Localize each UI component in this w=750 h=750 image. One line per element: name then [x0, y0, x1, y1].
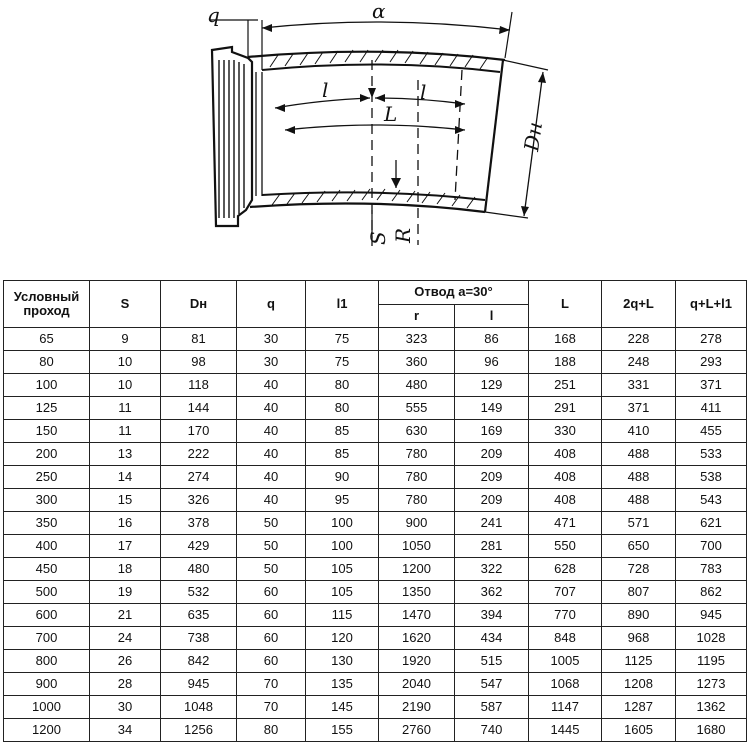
dimensions-table	[3, 280, 747, 742]
table-cell: 144	[161, 397, 237, 420]
table-row	[4, 374, 747, 397]
header-2q-L: 2q+L	[602, 281, 676, 328]
table-cell: 135	[306, 673, 379, 696]
table-cell: 26	[90, 650, 161, 673]
table-cell: 1920	[379, 650, 455, 673]
table-cell: 1605	[602, 719, 676, 742]
table-cell: 40	[237, 374, 306, 397]
table-cell: 209	[455, 443, 529, 466]
table-cell: 800	[4, 650, 90, 673]
table-row	[4, 512, 747, 535]
table-cell: 488	[602, 489, 676, 512]
table-cell: 600	[4, 604, 90, 627]
table-cell: 1620	[379, 627, 455, 650]
table-cell: 807	[602, 581, 676, 604]
table-cell: 1273	[676, 673, 747, 696]
table-row	[4, 420, 747, 443]
table-cell: 40	[237, 489, 306, 512]
table-cell: 90	[306, 466, 379, 489]
table-cell: 532	[161, 581, 237, 604]
table-cell: 408	[529, 443, 602, 466]
table-cell: 24	[90, 627, 161, 650]
table-row	[4, 604, 747, 627]
table-cell: 945	[161, 673, 237, 696]
table-cell: 100	[306, 535, 379, 558]
table-cell: 1125	[602, 650, 676, 673]
table-cell: 81	[161, 328, 237, 351]
socket-flange	[212, 47, 252, 226]
table-cell: 40	[237, 466, 306, 489]
table-cell: 130	[306, 650, 379, 673]
table-cell: 120	[306, 627, 379, 650]
table-cell: 200	[4, 443, 90, 466]
table-cell: 1200	[4, 719, 90, 742]
table-cell: 480	[161, 558, 237, 581]
table-cell: 50	[237, 558, 306, 581]
R-label: R	[391, 227, 415, 243]
table-row	[4, 443, 747, 466]
pipe-end	[485, 60, 503, 212]
table-cell: 1005	[529, 650, 602, 673]
q-label: q	[207, 3, 220, 27]
table-cell: 323	[379, 328, 455, 351]
table-cell: 650	[602, 535, 676, 558]
table-cell: 40	[237, 420, 306, 443]
table-cell: 862	[676, 581, 747, 604]
table-cell: 209	[455, 466, 529, 489]
table-cell: 100	[306, 512, 379, 535]
table-cell: 60	[237, 627, 306, 650]
table-cell: 322	[455, 558, 529, 581]
table-cell: 13	[90, 443, 161, 466]
table-cell: 1680	[676, 719, 747, 742]
table-cell: 105	[306, 581, 379, 604]
table-row	[4, 719, 747, 742]
table-cell: 326	[161, 489, 237, 512]
table-cell: 75	[306, 328, 379, 351]
table-cell: 550	[529, 535, 602, 558]
pipe-bottom-inner	[262, 192, 485, 200]
table-row	[4, 581, 747, 604]
table-cell: 331	[602, 374, 676, 397]
table-cell: 60	[237, 581, 306, 604]
header-dn: Dн	[161, 281, 237, 328]
table-cell: 555	[379, 397, 455, 420]
table-cell: 371	[602, 397, 676, 420]
table-cell: 945	[676, 604, 747, 627]
table-cell: 842	[161, 650, 237, 673]
table-cell: 96	[455, 351, 529, 374]
table-cell: 360	[379, 351, 455, 374]
S-label: S	[366, 231, 390, 245]
table-cell: 129	[455, 374, 529, 397]
table-cell: 250	[4, 466, 90, 489]
table-cell: 450	[4, 558, 90, 581]
table-cell: 50	[237, 535, 306, 558]
table-cell: 1195	[676, 650, 747, 673]
table-cell: 291	[529, 397, 602, 420]
table-cell: 400	[4, 535, 90, 558]
table-cell: 1256	[161, 719, 237, 742]
table-cell: 95	[306, 489, 379, 512]
table-cell: 30	[90, 696, 161, 719]
socket-hatching	[219, 60, 244, 218]
table-cell: 2190	[379, 696, 455, 719]
table-cell: 1147	[529, 696, 602, 719]
table-cell: 70	[237, 673, 306, 696]
table-cell: 538	[676, 466, 747, 489]
table-cell: 1208	[602, 673, 676, 696]
table-cell: 145	[306, 696, 379, 719]
table-cell: 34	[90, 719, 161, 742]
table-cell: 900	[379, 512, 455, 535]
table-cell: 40	[237, 397, 306, 420]
table-row	[4, 328, 747, 351]
table-cell: 968	[602, 627, 676, 650]
table-cell: 533	[676, 443, 747, 466]
table-cell: 28	[90, 673, 161, 696]
table-cell: 411	[676, 397, 747, 420]
table-cell: 9	[90, 328, 161, 351]
table-cell: 168	[529, 328, 602, 351]
table-cell: 543	[676, 489, 747, 512]
table-cell: 85	[306, 443, 379, 466]
table-cell: 500	[4, 581, 90, 604]
pipe-top-inner	[262, 64, 500, 72]
table-cell: 394	[455, 604, 529, 627]
table-cell: 293	[676, 351, 747, 374]
table-cell: 16	[90, 512, 161, 535]
table-cell: 188	[529, 351, 602, 374]
table-row	[4, 650, 747, 673]
table-cell: 571	[602, 512, 676, 535]
table-cell: 630	[379, 420, 455, 443]
table-cell: 80	[306, 374, 379, 397]
table-cell: 86	[455, 328, 529, 351]
table-cell: 488	[602, 466, 676, 489]
header-bend-group: Отвод а=30°	[379, 281, 529, 305]
table-cell: 330	[529, 420, 602, 443]
L-label: L	[384, 102, 398, 126]
header-nominal-bore: Условный проход	[4, 281, 90, 328]
table-cell: 1350	[379, 581, 455, 604]
table-cell: 471	[529, 512, 602, 535]
table-cell: 19	[90, 581, 161, 604]
table-cell: 105	[306, 558, 379, 581]
table-cell: 98	[161, 351, 237, 374]
table-cell: 621	[676, 512, 747, 535]
pipe-top-outer	[248, 52, 505, 60]
table-cell: 1200	[379, 558, 455, 581]
table-cell: 1000	[4, 696, 90, 719]
table-cell: 455	[676, 420, 747, 443]
table-cell: 228	[602, 328, 676, 351]
header-q: q	[237, 281, 306, 328]
table-cell: 170	[161, 420, 237, 443]
table-cell: 65	[4, 328, 90, 351]
table-cell: 628	[529, 558, 602, 581]
table-cell: 2760	[379, 719, 455, 742]
l-right-label: l	[420, 80, 427, 104]
table-cell: 155	[306, 719, 379, 742]
table-body	[4, 328, 747, 742]
table-cell: 281	[455, 535, 529, 558]
table-cell: 30	[237, 328, 306, 351]
header-r: r	[379, 304, 455, 328]
table-cell: 1362	[676, 696, 747, 719]
table-row	[4, 535, 747, 558]
table-row	[4, 627, 747, 650]
table-cell: 40	[237, 443, 306, 466]
table-cell: 80	[237, 719, 306, 742]
table-cell: 780	[379, 466, 455, 489]
table-row	[4, 696, 747, 719]
table-cell: 300	[4, 489, 90, 512]
table-cell: 100	[4, 374, 90, 397]
table-cell: 149	[455, 397, 529, 420]
table-row	[4, 351, 747, 374]
table-row	[4, 397, 747, 420]
table-cell: 1068	[529, 673, 602, 696]
table-cell: 85	[306, 420, 379, 443]
table-cell: 251	[529, 374, 602, 397]
table-cell: 11	[90, 420, 161, 443]
table-row	[4, 558, 747, 581]
pipe-bottom-outer	[250, 203, 485, 212]
table-cell: 11	[90, 397, 161, 420]
table-cell: 60	[237, 604, 306, 627]
alpha-label: α	[372, 0, 386, 23]
table-cell: 248	[602, 351, 676, 374]
header-q-L-l1: q+L+l1	[676, 281, 747, 328]
table-cell: 783	[676, 558, 747, 581]
table-cell: 10	[90, 374, 161, 397]
table-cell: 587	[455, 696, 529, 719]
table-cell: 125	[4, 397, 90, 420]
table-cell: 410	[602, 420, 676, 443]
table-cell: 14	[90, 466, 161, 489]
table-cell: 378	[161, 512, 237, 535]
table-cell: 1050	[379, 535, 455, 558]
table-cell: 30	[237, 351, 306, 374]
table-cell: 17	[90, 535, 161, 558]
table-cell: 10	[90, 351, 161, 374]
table-cell: 408	[529, 466, 602, 489]
table-cell: 700	[4, 627, 90, 650]
table-cell: 115	[306, 604, 379, 627]
table-cell: 118	[161, 374, 237, 397]
table-cell: 700	[676, 535, 747, 558]
table-cell: 547	[455, 673, 529, 696]
table-cell: 2040	[379, 673, 455, 696]
table-cell: 241	[455, 512, 529, 535]
pipe-bend-drawing	[0, 0, 750, 270]
table-cell: 169	[455, 420, 529, 443]
table-cell: 770	[529, 604, 602, 627]
header-l: l	[455, 304, 529, 328]
table-cell: 362	[455, 581, 529, 604]
table-cell: 222	[161, 443, 237, 466]
header-l1: l1	[306, 281, 379, 328]
table-cell: 50	[237, 512, 306, 535]
table-cell: 371	[676, 374, 747, 397]
table-cell: 350	[4, 512, 90, 535]
table-cell: 18	[90, 558, 161, 581]
table-cell: 480	[379, 374, 455, 397]
table-cell: 209	[455, 489, 529, 512]
table-cell: 1287	[602, 696, 676, 719]
table-cell: 408	[529, 489, 602, 512]
table-cell: 728	[602, 558, 676, 581]
Dn-label: Dн	[519, 120, 548, 153]
table-cell: 278	[676, 328, 747, 351]
table-cell: 150	[4, 420, 90, 443]
table-cell: 488	[602, 443, 676, 466]
table-cell: 1048	[161, 696, 237, 719]
table-cell: 274	[161, 466, 237, 489]
table-cell: 1470	[379, 604, 455, 627]
table-cell: 80	[4, 351, 90, 374]
table-cell: 1445	[529, 719, 602, 742]
table-cell: 738	[161, 627, 237, 650]
table-cell: 707	[529, 581, 602, 604]
table-cell: 1028	[676, 627, 747, 650]
table-cell: 434	[455, 627, 529, 650]
table-row	[4, 466, 747, 489]
table-cell: 21	[90, 604, 161, 627]
table-cell: 848	[529, 627, 602, 650]
header-s: S	[90, 281, 161, 328]
table-cell: 80	[306, 397, 379, 420]
table-cell: 60	[237, 650, 306, 673]
table-cell: 70	[237, 696, 306, 719]
table-cell: 780	[379, 443, 455, 466]
l-left-label: l	[322, 78, 329, 102]
table-cell: 429	[161, 535, 237, 558]
table-cell: 515	[455, 650, 529, 673]
table-cell: 900	[4, 673, 90, 696]
table-row	[4, 673, 747, 696]
table-cell: 780	[379, 489, 455, 512]
table-cell: 75	[306, 351, 379, 374]
table-cell: 890	[602, 604, 676, 627]
table-cell: 15	[90, 489, 161, 512]
table-cell: 635	[161, 604, 237, 627]
header-L: L	[529, 281, 602, 328]
table-row	[4, 489, 747, 512]
table-cell: 740	[455, 719, 529, 742]
